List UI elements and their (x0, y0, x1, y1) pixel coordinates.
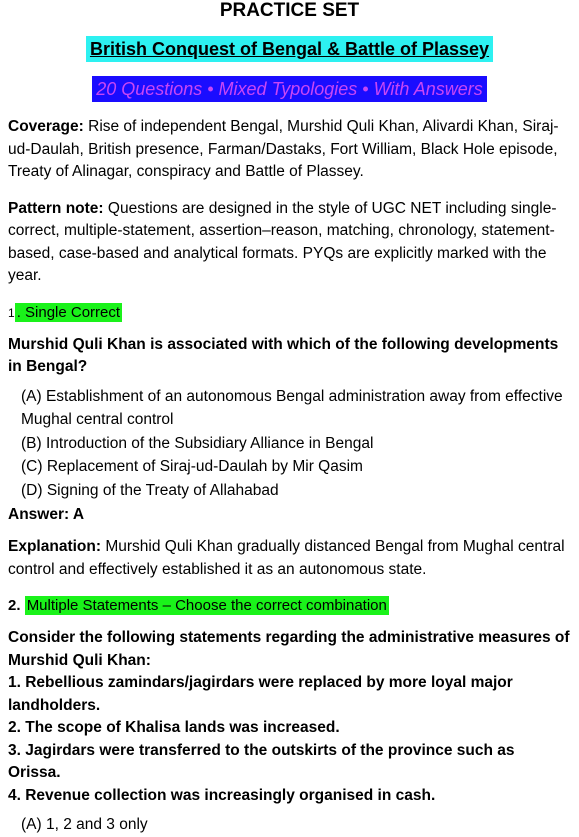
explanation-text: Murshid Quli Khan gradually distanced Bengal from Mughal central control and effectively established it as an autonomous state. (8, 538, 565, 578)
page-subtitle: British Conquest of Bengal & Battle of Plassey (86, 36, 493, 62)
question-2-statements (8, 672, 571, 807)
pattern-paragraph (8, 198, 571, 288)
coverage-paragraph (8, 116, 571, 184)
statement-4: 4. Revenue collection was increasingly organised in cash. (8, 786, 436, 804)
question-1-number: 1 (8, 305, 15, 320)
option-c: (C) Replacement of Siraj-ud-Daulah by Mir Qasim (21, 458, 363, 475)
info-banner: 20 Questions • Mixed Typologies • With Answers (92, 76, 487, 102)
question-2-text: Consider the following statements regarding the administrative measures of Murshid Quli Khan: (8, 629, 570, 669)
statement-3: 3. Jagirdars were transferred to the outskirts of the province such as Orissa. (8, 741, 515, 781)
pattern-text: Questions are designed in the style of UGC NET including single-correct, multiple-statement, assertion–reason, matching, chronology, statement-based, case-based and analytical formats. PYQs are explicitly marked with the year. (8, 199, 557, 284)
statement-2: 2. The scope of Khalisa lands was increased. (8, 719, 340, 736)
question-2-options (21, 813, 571, 837)
question-1-explanation (8, 536, 571, 581)
page-title: PRACTICE SET (219, 0, 360, 21)
banner-container (8, 76, 571, 102)
question-2-number: 2. (8, 597, 25, 614)
question-1-text: Murshid Quli Khan is associated with which of the following developments in Bengal? (8, 335, 559, 375)
subtitle-container (8, 36, 571, 62)
option-a: (A) Establishment of an autonomous Bengal administration away from effective Mughal central control (21, 387, 563, 428)
explanation-label: Explanation: (8, 538, 102, 555)
question-1-heading (8, 302, 571, 324)
option-a: (A) 1, 2 and 3 only (21, 816, 148, 833)
question-1-options (21, 385, 571, 503)
coverage-label: Coverage: (8, 118, 84, 135)
question-2-type-tag: Multiple Statements – Choose the correct combination (26, 597, 387, 614)
option-b: (B) Introduction of the Subsidiary Alliance in Bengal (21, 434, 374, 452)
option-d: (D) Signing of the Treaty of Allahabad (21, 481, 279, 499)
question-1-answer: Answer: A (8, 506, 85, 523)
statement-1: 1. Rebellious zamindars/jagirdars were replaced by more loyal major landholders. (8, 674, 513, 714)
question-2-heading (8, 595, 571, 617)
coverage-text: Rise of independent Bengal, Murshid Quli Khan, Alivardi Khan, Siraj-ud-Daulah, British presence, Farman/Dastaks, Fort William, Black Hole episode, Treaty of Alinagar, conspiracy and Battle of Plassey. (8, 118, 559, 180)
pattern-label: Pattern note: (8, 199, 104, 217)
question-1-type-tag: . Single Correct (16, 303, 121, 321)
